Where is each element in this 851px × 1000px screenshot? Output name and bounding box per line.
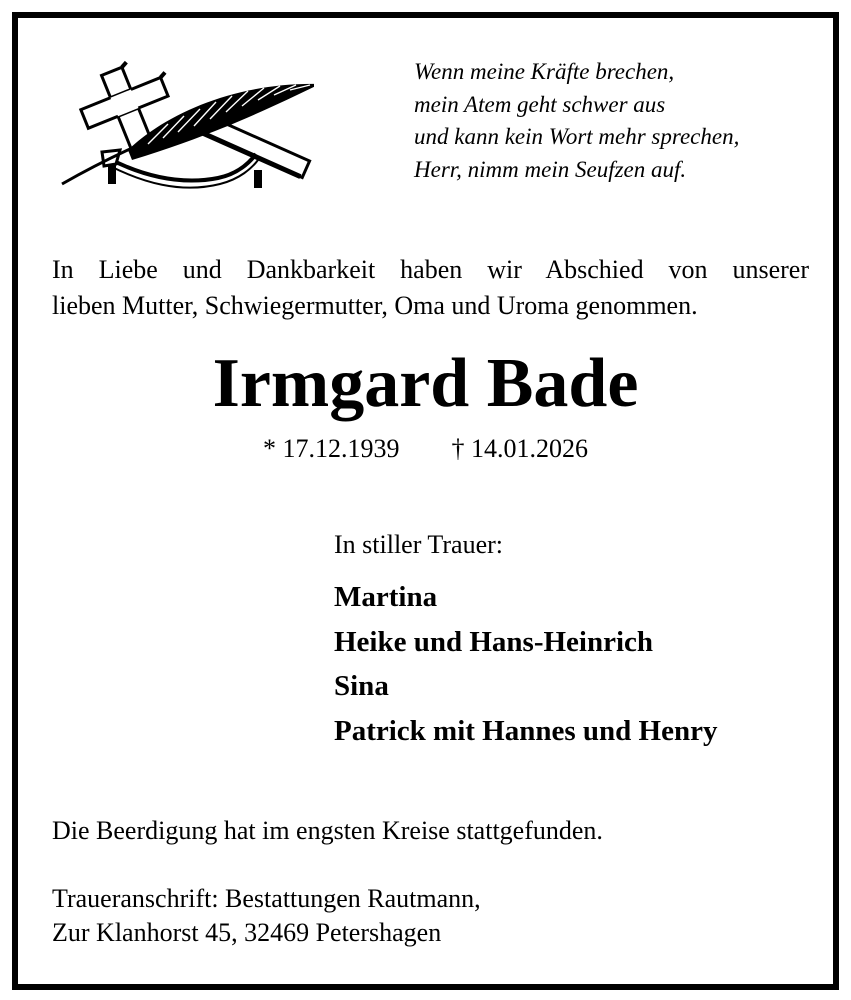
intro-line: lieben Mutter, Schwiegermutter, Oma und Uroma genommen. — [52, 291, 698, 320]
mourner-name: Sina — [334, 670, 389, 702]
poem-line: und kann kein Wort mehr sprechen, — [414, 124, 740, 149]
poem-line: Wenn meine Kräfte brechen, — [414, 59, 675, 84]
address-line: Zur Klanhorst 45, 32469 Petershagen — [52, 918, 442, 947]
birth-date: * 17.12.1939 — [263, 434, 400, 463]
cross-with-palm-frond-icon — [58, 54, 314, 192]
deceased-name: Irmgard Bade — [212, 345, 639, 422]
life-dates — [18, 432, 833, 466]
death-date: † 14.01.2026 — [451, 434, 588, 463]
burial-note: Die Beerdigung hat im engsten Kreise stattgefunden. — [52, 816, 603, 845]
address-line: Traueranschrift: Bestattungen Rautmann, — [52, 884, 481, 913]
mourner-name: Heike und Hans-Heinrich — [334, 625, 654, 658]
mourning-address — [52, 882, 481, 950]
mourners-heading: In stiller Trauer: — [334, 530, 503, 559]
mourner-name: Patrick mit Hannes und Henry — [334, 714, 718, 747]
poem-line: Herr, nimm mein Seufzen auf. — [414, 156, 687, 182]
intro-text — [52, 252, 809, 324]
intro-line: In Liebe und Dankbarkeit haben wir Abschied von unserer — [52, 255, 809, 284]
mourners-list — [334, 575, 717, 753]
poem-verse — [414, 56, 814, 186]
poem-line: mein Atem geht schwer aus — [414, 91, 666, 117]
mourner-name: Martina — [334, 581, 438, 613]
obituary-notice — [12, 12, 839, 990]
